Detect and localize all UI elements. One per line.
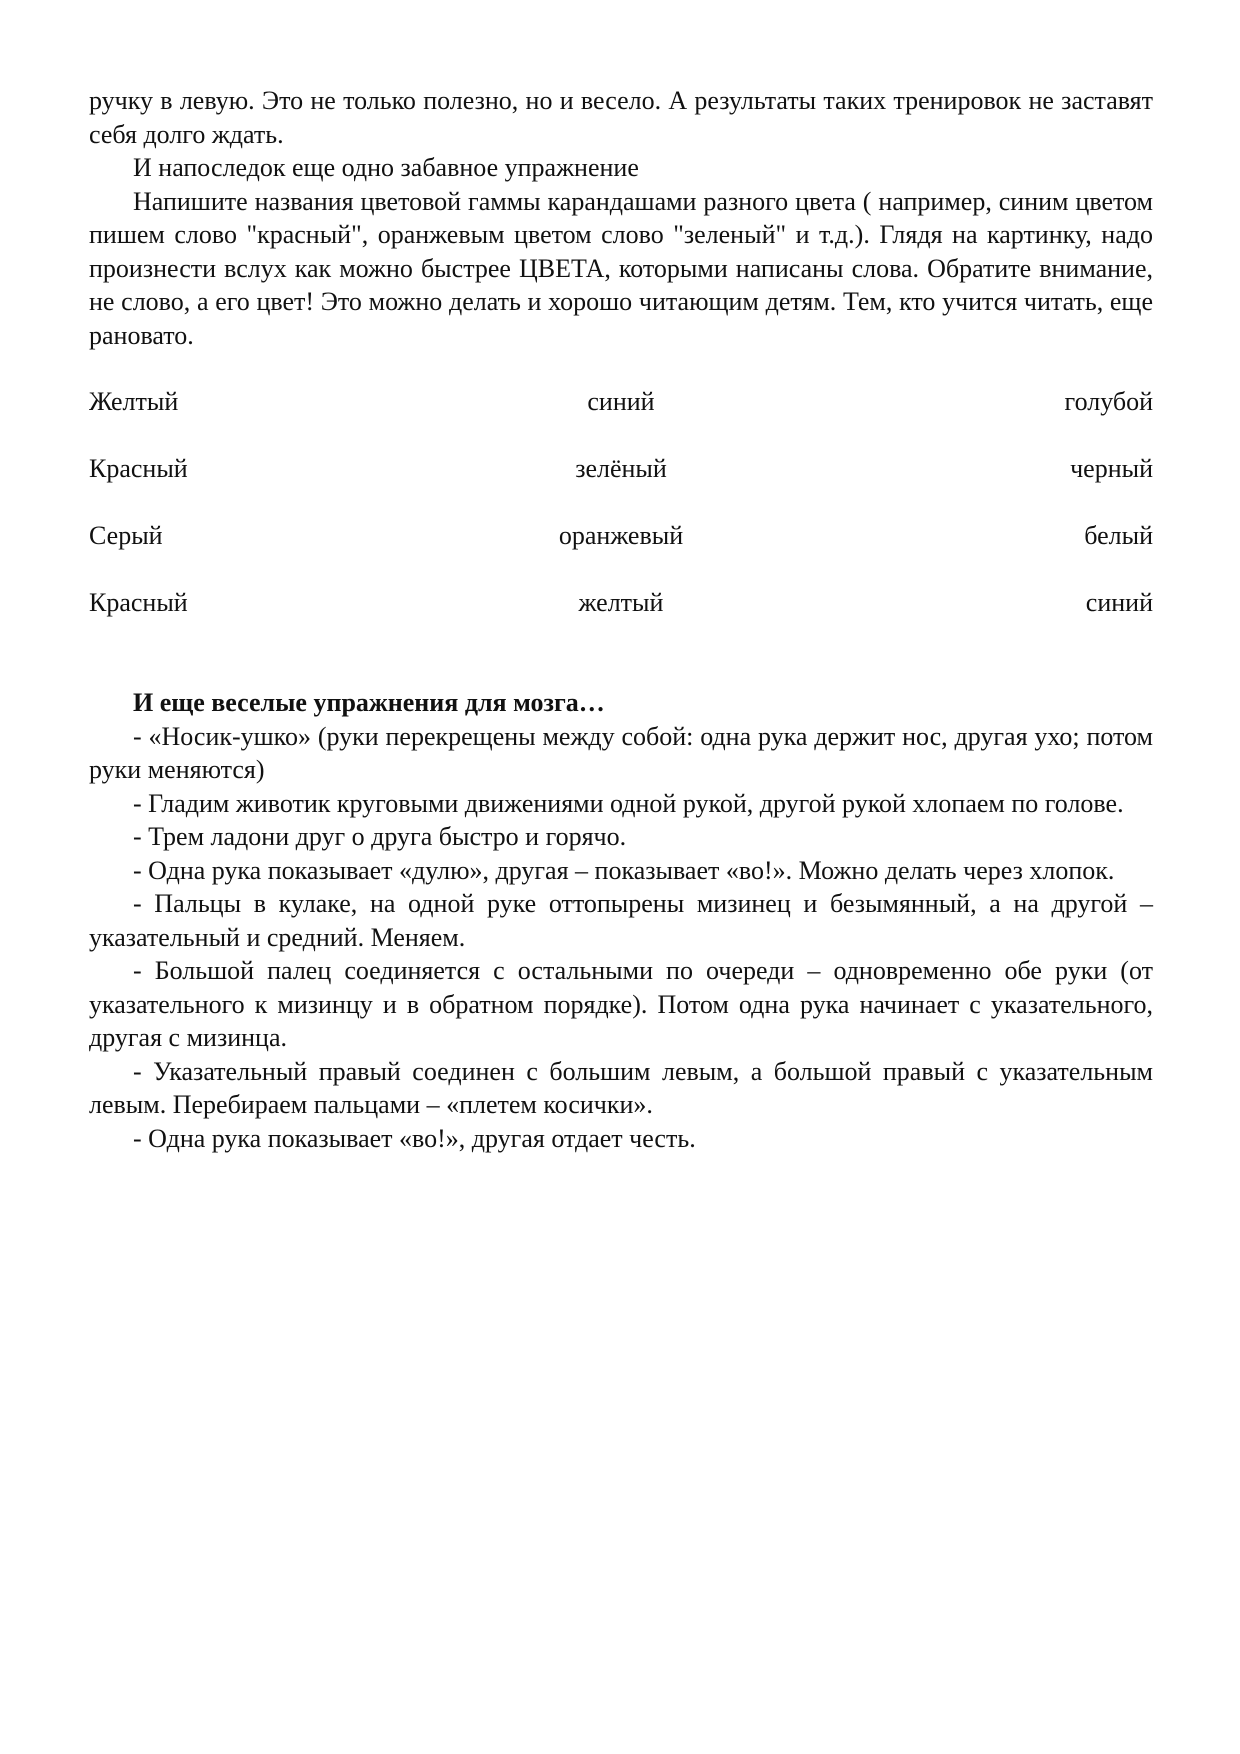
exercises-section: [89, 686, 1153, 1155]
exercise-item: - Гладим животик круговыми движениями одной рукой, другой рукой хлопаем по голове.: [133, 788, 1124, 818]
color-words-row: [89, 385, 1153, 452]
color-word: зелёный: [575, 454, 667, 483]
document-page: [89, 84, 1153, 1155]
intro-paragraph-instructions: Напишите названия цветовой гаммы карандашами разного цвета ( например, синим цветом пишем слово "красный", оранжевым цветом слово "зеленый" и т.д.). Глядя на картинку, надо произнести вслух как можно быстрее ЦВЕТА, которыми написаны слова. Обратите внимание, не слово, а его цвет! Это можно делать и хорошо читающим детям. Тем, кто учится читать, еще рановато.: [89, 186, 1153, 350]
exercise-item: - Пальцы в кулаке, на одной руке оттопырены мизинец и безымянный, а на другой – указательный и средний. Меняем.: [89, 889, 1153, 952]
color-word: желтый: [578, 588, 664, 617]
exercise-item: - Трем ладони друг о друга быстро и горячо.: [133, 822, 627, 851]
color-word: Серый: [89, 521, 163, 550]
color-words-table: [89, 385, 1153, 653]
color-word: Желтый: [89, 387, 179, 416]
color-word: голубой: [1064, 387, 1153, 416]
intro-paragraph-exercise-title: И напоследок еще одно забавное упражнение: [133, 153, 639, 182]
exercise-item: - «Носик-ушко» (руки перекрещены между собой: одна рука держит нос, другая ухо; потом руки меняются): [89, 721, 1153, 784]
intro-paragraph-continuation: ручку в левую. Это не только полезно, но и весело. А результаты таких тренировок не заставят себя долго ждать.: [89, 86, 1153, 149]
color-words-row: [89, 586, 1153, 653]
color-words-row: [89, 452, 1153, 519]
color-word: Красный: [89, 588, 188, 617]
color-word: Красный: [89, 454, 188, 483]
exercise-item: - Указательный правый соединен с большим левым, а большой правый с указательным левым. Перебираем пальцами – «плетем косички».: [89, 1056, 1153, 1119]
color-word: синий: [587, 387, 655, 416]
color-word: белый: [1084, 521, 1153, 550]
intro-section: [89, 84, 1153, 352]
exercise-item: - Одна рука показывает «во!», другая отдает честь.: [133, 1123, 696, 1153]
exercises-heading: И еще веселые упражнения для мозга…: [133, 688, 605, 717]
exercise-item: - Большой палец соединяется с остальными по очереди – одновременно обе руки (от указательного к мизинцу и в обратном порядке). Потом одна рука начинает с указательного, другая с мизинца.: [89, 956, 1153, 1052]
color-words-row: [89, 519, 1153, 586]
color-word: синий: [1085, 588, 1153, 617]
color-word: черный: [1070, 454, 1153, 483]
color-word: оранжевый: [558, 521, 684, 550]
exercise-item: - Одна рука показывает «дулю», другая – показывает «во!». Можно делать через хлопок.: [133, 855, 1115, 885]
